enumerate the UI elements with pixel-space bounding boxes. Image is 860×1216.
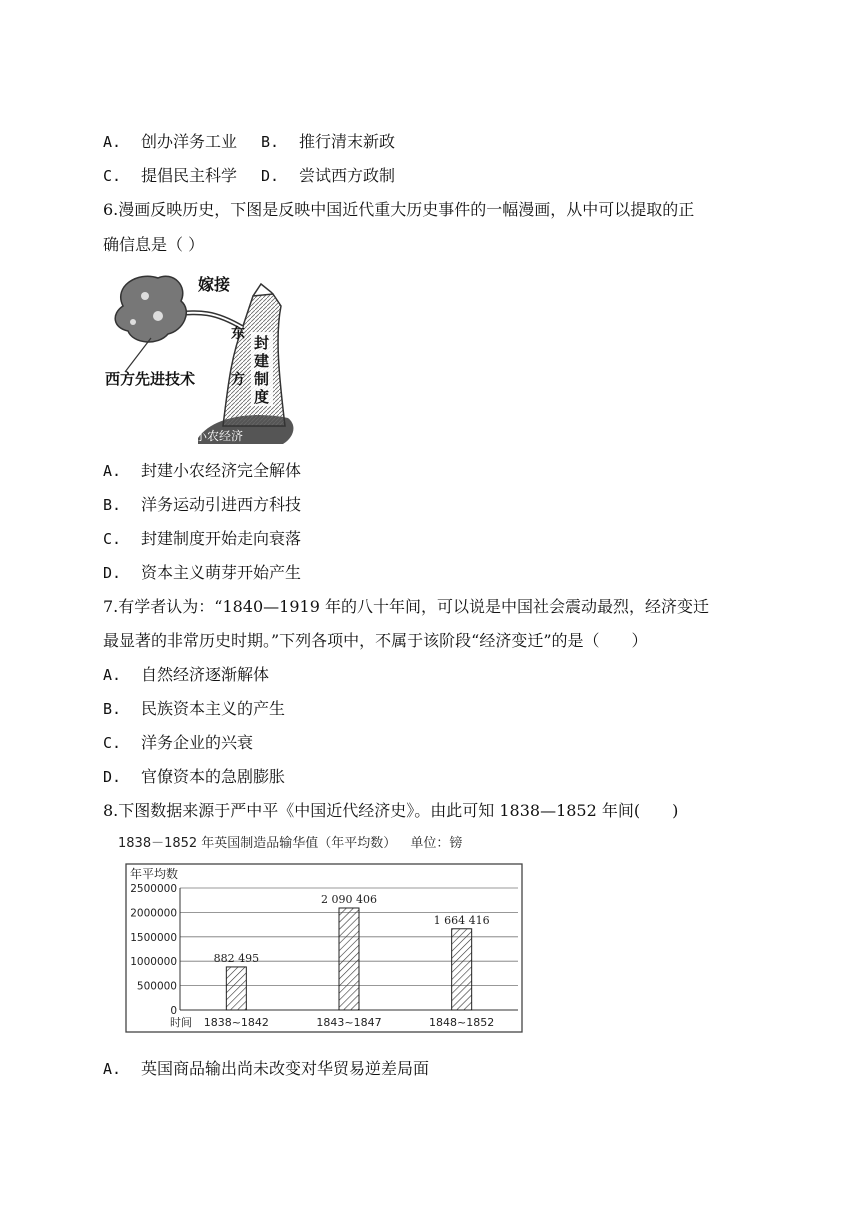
feudal-label-1: 封 bbox=[254, 334, 270, 352]
western-tech-label: 西方先进技术 bbox=[105, 370, 196, 388]
foliage-spot bbox=[153, 311, 163, 321]
x-category-label: 1843~1847 bbox=[316, 1016, 382, 1029]
bar bbox=[452, 929, 472, 1010]
feudal-label-3: 制 bbox=[254, 370, 270, 388]
q6-stem-line-1: 6.漫画反映历史，下图是反映中国近代重大历史事件的一幅漫画，从中可以提取的正 bbox=[103, 200, 695, 219]
option-letter: C. bbox=[103, 530, 122, 548]
option-letter: B. bbox=[103, 496, 122, 514]
option-letter: A. bbox=[103, 666, 122, 684]
q7-option-a bbox=[103, 664, 269, 686]
option-letter: A. bbox=[103, 133, 122, 151]
option-letter: A. bbox=[103, 462, 122, 480]
option-text: 自然经济逐渐解体 bbox=[141, 665, 270, 684]
y-tick-label: 1500000 bbox=[130, 931, 177, 944]
x-axis-title: 时间 bbox=[170, 1016, 192, 1029]
bar-value-label: 2 090 406 bbox=[321, 892, 377, 906]
q8-option-a bbox=[103, 1058, 429, 1080]
foliage-spot bbox=[130, 319, 136, 325]
option-letter: B. bbox=[103, 700, 122, 718]
small-farm-label: 小农经济 bbox=[195, 429, 244, 443]
option-text: 洋务运动引进西方科技 bbox=[141, 495, 302, 514]
pointer-line bbox=[125, 338, 151, 372]
x-category-label: 1838~1842 bbox=[203, 1016, 269, 1029]
option-text: 提倡民主科学 bbox=[141, 166, 238, 185]
western-foliage-shape bbox=[115, 276, 186, 342]
x-category-label: 1848~1852 bbox=[429, 1016, 495, 1029]
bar bbox=[339, 908, 359, 1010]
y-tick-label: 500000 bbox=[136, 980, 177, 993]
q7-option-d bbox=[103, 766, 285, 788]
option-letter: C. bbox=[103, 734, 122, 752]
option-text: 封建小农经济完全解体 bbox=[141, 461, 302, 480]
q6-option-b bbox=[103, 494, 301, 516]
q7-option-c bbox=[103, 732, 253, 754]
y-tick-label: 2000000 bbox=[130, 907, 177, 920]
bar bbox=[226, 967, 246, 1010]
q5-options-row-2 bbox=[103, 165, 419, 187]
chart-unit: 单位：镑 bbox=[410, 836, 463, 851]
option-letter: D. bbox=[103, 768, 122, 786]
chart-title: 1838－1852 年英国制造品输华值（年平均数） bbox=[118, 836, 397, 851]
y-tick-label: 2500000 bbox=[130, 883, 177, 895]
feudal-label-4: 度 bbox=[254, 388, 270, 406]
feudal-label-2: 建 bbox=[254, 352, 270, 370]
q8-stem: 8.下图数据来源于严中平《中国近代经济史》。由此可知 1838—1852 年间( ) bbox=[103, 801, 679, 820]
option-letter: D. bbox=[103, 564, 122, 582]
grafted-tree-cartoon bbox=[103, 266, 321, 446]
option-text: 民族资本主义的产生 bbox=[141, 699, 286, 718]
option-letter: C. bbox=[103, 167, 122, 185]
q6-stem-line-2: 确信息是（ ） bbox=[103, 235, 205, 254]
y-axis-title: 年平均数 bbox=[130, 867, 179, 881]
option-text: 推行清末新政 bbox=[299, 132, 396, 151]
q6-option-c bbox=[103, 528, 301, 550]
option-text: 资本主义萌芽开始产生 bbox=[141, 563, 302, 582]
export-bar-chart bbox=[118, 832, 530, 1036]
option-text: 英国商品输出尚未改变对华贸易逆差局面 bbox=[141, 1059, 430, 1078]
option-letter: A. bbox=[103, 1060, 122, 1078]
q7-stem-line-2: 最显著的非常历史时期。”下列各项中，不属于该阶段“经济变迁”的是（ ） bbox=[103, 631, 648, 650]
option-letter: B. bbox=[261, 133, 280, 151]
q7-option-b bbox=[103, 698, 285, 720]
graft-label: 嫁接 bbox=[198, 275, 231, 294]
q6-option-a bbox=[103, 460, 301, 482]
option-letter: D. bbox=[261, 167, 280, 185]
foliage-spot bbox=[141, 292, 149, 300]
option-text: 创办洋务工业 bbox=[141, 132, 238, 151]
bar-value-label: 882 495 bbox=[213, 951, 260, 965]
east-label-1: 东 bbox=[231, 326, 245, 342]
east-label-2: 方 bbox=[231, 372, 245, 388]
y-tick-label: 1000000 bbox=[130, 956, 177, 969]
y-tick-label: 0 bbox=[170, 1005, 177, 1017]
option-text: 官僚资本的急剧膨胀 bbox=[141, 767, 286, 786]
q5-options-row-1 bbox=[103, 131, 419, 153]
q6-option-d bbox=[103, 562, 301, 584]
option-text: 洋务企业的兴衰 bbox=[141, 733, 254, 752]
option-text: 封建制度开始走向衰落 bbox=[141, 529, 302, 548]
q7-stem-line-1: 7.有学者认为：“1840—1919 年的八十年间，可以说是中国社会震动最烈，经济变迁 bbox=[103, 597, 709, 616]
chart-svg bbox=[118, 832, 530, 1036]
option-text: 尝试西方政制 bbox=[299, 166, 396, 185]
bar-value-label: 1 664 416 bbox=[433, 913, 490, 927]
